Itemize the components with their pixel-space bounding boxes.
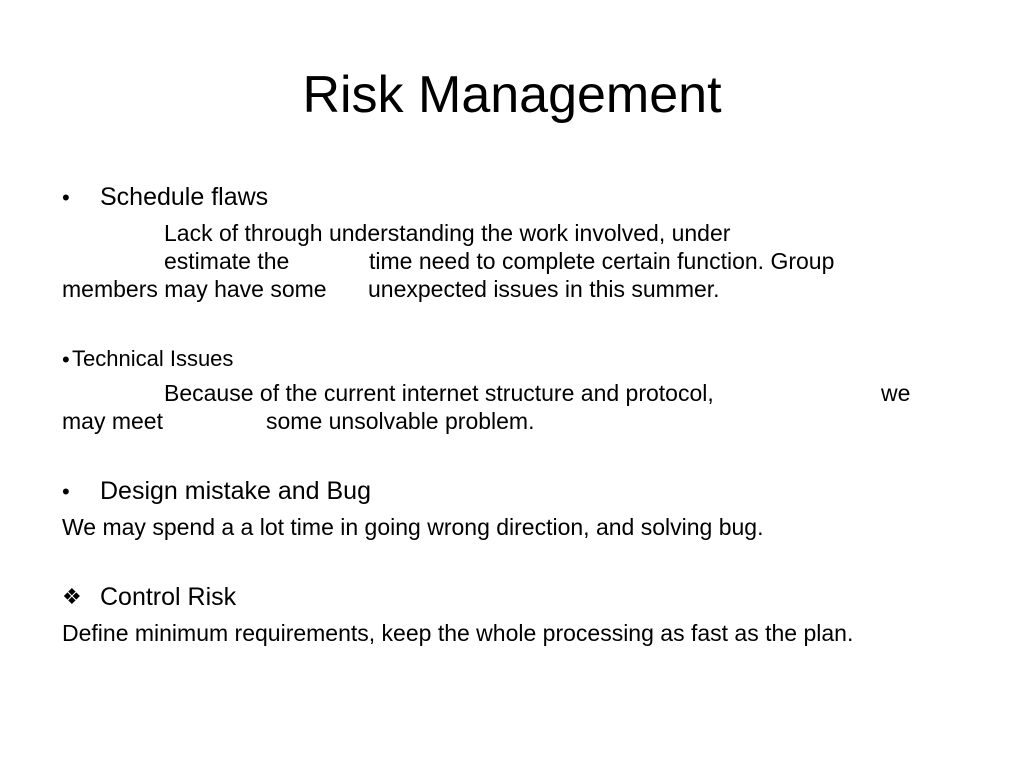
slide-title: Risk Management xyxy=(302,66,722,124)
diamond-bullet-icon: ❖ xyxy=(62,584,82,609)
section-body-line: we xyxy=(881,380,911,406)
section-body-line: unexpected issues in this summer. xyxy=(368,276,720,302)
section-heading-schedule-flaws: Schedule flaws xyxy=(100,183,269,211)
section-body-line: Because of the current internet structure and protocol, xyxy=(164,380,714,406)
section-body-line: We may spend a a lot time in going wrong direction, and solving bug. xyxy=(62,514,764,540)
section-body-line: some unsolvable problem. xyxy=(266,408,535,434)
section-body-line: time need to complete certain function. Group xyxy=(369,248,835,274)
section-body-line: may meet xyxy=(62,408,163,434)
section-heading-technical-issues: Technical Issues xyxy=(72,346,234,371)
section-body-line: Lack of through understanding the work involved, under xyxy=(164,220,731,246)
bullet-icon: • xyxy=(62,347,70,372)
bullet-icon: • xyxy=(62,185,70,210)
section-body-line: estimate the xyxy=(164,248,290,274)
section-heading-design-mistake: Design mistake and Bug xyxy=(100,477,371,505)
section-body-line: members may have some xyxy=(62,276,327,302)
section-heading-control-risk: Control Risk xyxy=(100,583,237,611)
bullet-icon: • xyxy=(62,479,70,504)
section-body-line: Define minimum requirements, keep the whole processing as fast as the plan. xyxy=(62,620,854,646)
